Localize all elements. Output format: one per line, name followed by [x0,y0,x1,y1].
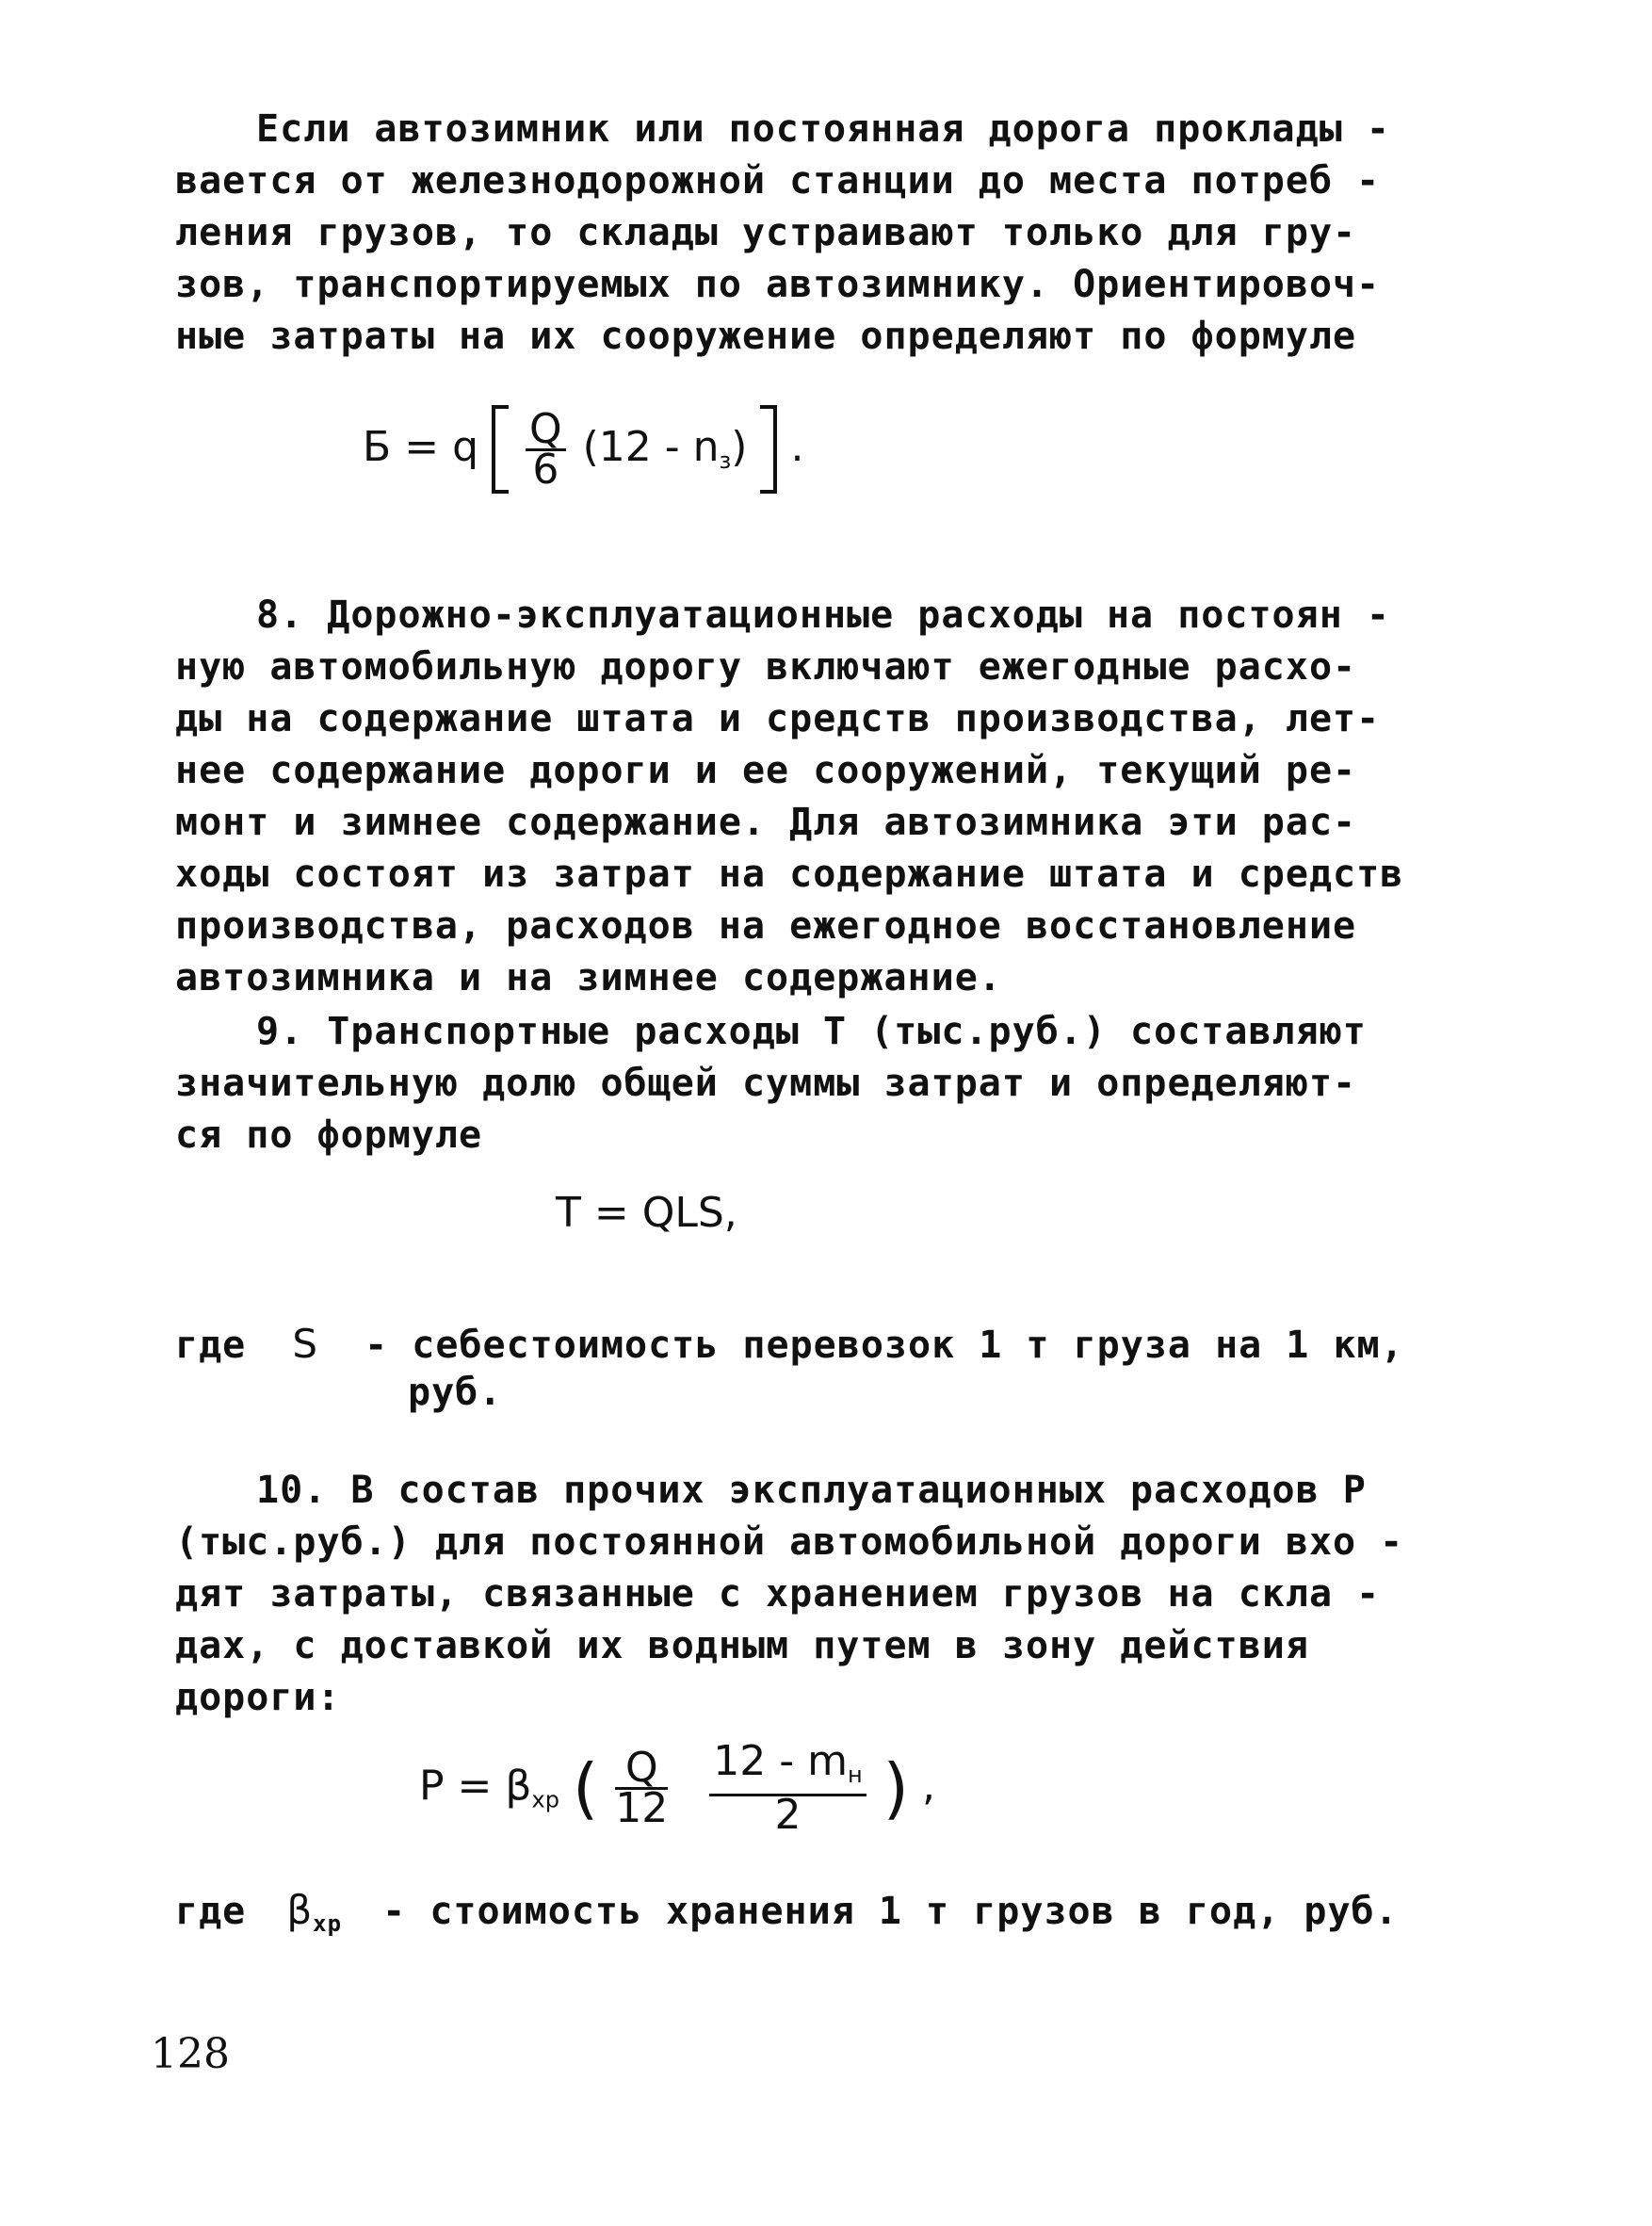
paragraph-9 [175,1006,1494,1162]
text-line: производства, расходов на ежегодное восстановление [175,904,1357,948]
fraction [526,404,566,494]
paragraph-intro [175,104,1494,363]
paragraph-10 [175,1465,1494,1724]
formula-other-costs [419,1737,935,1839]
formula-end: , [921,1762,935,1811]
where-symbol-sub: хр [313,1910,343,1937]
where-symbol: S [292,1321,319,1367]
where-definition-cont: руб. [408,1371,503,1414]
right-bracket [760,405,777,494]
fraction-numerator: Q [615,1749,668,1790]
text-line: ную автомобильную дорогу включают ежегодные расхо- [175,645,1357,689]
text-line: значительную долю общей суммы затрат и определяют- [175,1062,1357,1105]
formula-coef: β [505,1762,532,1811]
definition-s [175,1321,1404,1416]
left-paren: ( [572,1749,599,1828]
fraction-denominator: 12 [615,1784,669,1832]
fraction-denominator: 6 [532,445,559,494]
formula-lhs: Б [363,423,392,471]
paragraph-8 [175,590,1494,1004]
definition-beta [175,1887,1399,1947]
formula-paren: (12 - n [582,423,720,471]
formula-coef: q [452,423,478,471]
text-line: автозимника и на зимнее содержание. [175,956,1002,999]
formula-subscript: з [719,447,732,474]
text-line: ные затраты на их сооружение определяют по формуле [175,315,1357,358]
text-line: монт и зимнее содержание. Для автозимника эти рас- [175,801,1357,844]
where-symbol: β [286,1887,314,1933]
page-number: 128 [151,2030,230,2078]
text-line: зов, транспортируемых по автозимнику. Ориентировоч- [175,263,1381,306]
right-paren: ) [883,1749,909,1828]
text-line: нее содержание дороги и ее сооружений, текущий ре- [175,749,1357,792]
fraction-denominator: 2 [774,1791,802,1839]
fraction-q-12 [615,1744,669,1832]
formula-equals: = [457,1762,493,1811]
text-line: дят затраты, связанные с хранением грузов на скла - [175,1572,1381,1616]
text-line: 10. В состав прочих эксплуатационных расходов Р [256,1469,1367,1512]
fraction-numerator: Q [526,411,566,451]
text-line: ся по формуле [175,1113,483,1157]
text-line: дах, с доставкой их водным путем в зону действия [175,1624,1309,1667]
text-line: ходы состоят из затрат на содержание штата и средств [175,853,1404,896]
text-line: 9. Транспортные расходы Т (тыс.руб.) составляют [256,1010,1367,1053]
formula-lhs: P [419,1762,445,1811]
text-line: Если автозимник или постоянная дорога проклады - [256,107,1390,151]
text-line: ды на содержание штата и средств производства, лет- [175,697,1381,740]
text-line: 8. Дорожно-эксплуатационные расходы на постоян - [256,593,1390,637]
text-line: (тыс.руб.) для постоянной автомобильной дороги вхо - [175,1520,1404,1564]
left-bracket [492,405,509,494]
where-prefix: где [175,1324,247,1367]
fraction-months [709,1737,866,1839]
text-line: ления грузов, то склады устраивают только для гру- [175,211,1357,254]
where-prefix: где [175,1890,247,1933]
formula-paren-close: ) [731,423,748,471]
formula-transport-cost [556,1189,737,1237]
where-definition: - стоимость хранения 1 т грузов в год, руб. [382,1890,1399,1933]
fraction-numerator: $12 - m_н$ [709,1743,866,1796]
formula-coef-sub: хр [531,1786,559,1813]
formula-text: T = QLS, [556,1189,737,1237]
formula-equals: = [404,423,440,471]
formula-warehouse-cost [363,405,803,494]
where-definition: - себестоимость перевозок 1 т груза на 1 км, [364,1324,1404,1367]
formula-end: . [790,423,804,471]
text-line: вается от железнодорожной станции до места потреб - [175,159,1381,203]
text-line: дороги: [175,1676,341,1719]
